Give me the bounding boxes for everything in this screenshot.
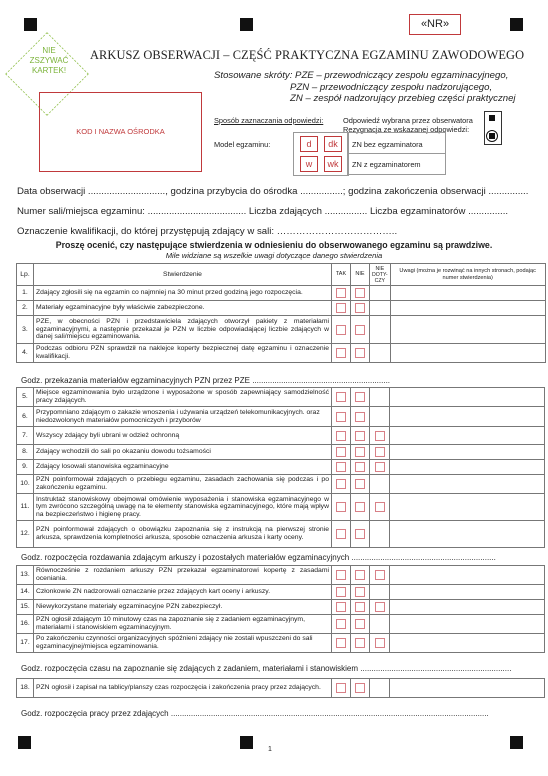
abbreviation-line: PZN – przewodniczący zespołu nadzorującego, bbox=[290, 82, 493, 93]
row-number: 18. bbox=[17, 679, 34, 698]
row-statement: Członkowie ZN nadzorowali oznaczanie przez zdających kart oceny i arkuszy. bbox=[34, 585, 332, 600]
observation-table bbox=[16, 263, 546, 363]
header-uwagi: Uwagi (można je rozwinąć na innych stronach, podając numer stwierdzenia) bbox=[390, 264, 545, 286]
tak-checkbox[interactable] bbox=[336, 348, 346, 358]
nie-checkbox[interactable] bbox=[355, 479, 365, 489]
row-number: 5. bbox=[17, 388, 34, 407]
table-row bbox=[17, 634, 545, 653]
time-line-familiarization[interactable]: Godz. rozpoczęcia czasu na zapoznanie się zdających z zadaniem, materiałami i stanowiskiem .................................................................... bbox=[21, 664, 512, 673]
row-statement: Podczas odbioru PZN sprawdził na naklejce koperty bezpiecznej datę egzaminu i oznaczenie kwalifikacji. bbox=[34, 344, 332, 363]
table-row bbox=[17, 585, 545, 600]
abbreviation-line: Stosowane skróty: PZE – przewodniczący zespołu egzaminacyjnego, bbox=[214, 70, 509, 81]
row-statement: Przypomniano zdającym o zakazie wnoszenia i używania urządzeń telekomunikacyjnych. oraz niedozwolonych materiałów pomocniczych i przyborów bbox=[34, 407, 332, 427]
row-statement: PZN ogłosił i zapisał na tablicy/planszy czas rozpoczęcia i zakończenia pracy przez zdających. bbox=[34, 679, 332, 698]
row-statement: Zdający zgłosili się na egzamin co najmniej na 30 minut przed godziną jego rozpoczęcia. bbox=[34, 286, 332, 301]
row-number: 11. bbox=[17, 494, 34, 521]
remarks-cell[interactable] bbox=[390, 427, 545, 445]
table-row bbox=[17, 600, 545, 615]
row-number: 14. bbox=[17, 585, 34, 600]
instruction-text: Proszę ocenić, czy następujące stwierdzenia w odniesieniu do obserwowanego egzaminu są prawdziwe. bbox=[55, 240, 493, 250]
model-code-w[interactable]: w bbox=[300, 156, 318, 172]
registration-mark bbox=[18, 736, 31, 749]
remarks-cell[interactable] bbox=[390, 286, 545, 301]
nie-checkbox[interactable] bbox=[355, 325, 365, 335]
table-row bbox=[17, 344, 546, 363]
row-statement: PZN poinformował zdających o przebiegu egzaminu, zasadach zachowania się podczas i po zakończeniu egzaminu. bbox=[34, 475, 332, 494]
model-code-d[interactable]: d bbox=[300, 136, 318, 152]
nie-checkbox[interactable] bbox=[355, 502, 365, 512]
row-number: 13. bbox=[17, 566, 34, 585]
table-row bbox=[17, 301, 546, 316]
remarks-cell[interactable] bbox=[390, 521, 545, 548]
table-row bbox=[17, 316, 546, 344]
nie-dotyczy-checkbox[interactable] bbox=[375, 570, 385, 580]
nie-checkbox[interactable] bbox=[355, 683, 365, 693]
model-2-label: ZN z egzaminatorem bbox=[352, 160, 421, 169]
row-number: 2. bbox=[17, 301, 34, 316]
tak-checkbox[interactable] bbox=[336, 570, 346, 580]
header-statement: Stwierdzenie bbox=[34, 264, 332, 286]
remarks-cell[interactable] bbox=[390, 475, 545, 494]
nie-checkbox[interactable] bbox=[355, 619, 365, 629]
row-statement: Równocześnie z rozdaniem arkuszy PZN przekazał egzaminatorowi kopertę z zasadami oceniania. bbox=[34, 566, 332, 585]
page-number: 1 bbox=[268, 746, 272, 753]
tak-checkbox[interactable] bbox=[336, 619, 346, 629]
nie-checkbox[interactable] bbox=[355, 288, 365, 298]
page-title: ARKUSZ OBSERWACJI – CZĘŚĆ PRAKTYCZNA EGZAMINU ZAWODOWEGO bbox=[90, 48, 525, 62]
row-number: 10. bbox=[17, 475, 34, 494]
nie-checkbox[interactable] bbox=[355, 602, 365, 612]
nie-checkbox[interactable] bbox=[355, 570, 365, 580]
row-statement: Instruktaż stanowiskowy obejmował omówienie wyposażenia i stanowiska egzaminacyjnego w tym zwrócono szczególną uwagę na te elementy stanowiska egzaminacyjnego, które mają wpływ na bezpieczeństwo i higienę pracy. bbox=[34, 494, 332, 521]
row-statement: Po zakończeniu czynności organizacyjnych spóźnieni zdający nie zostali wpuszczeni do sali egzaminacyjnej/miejsca egzaminowania. bbox=[34, 634, 332, 653]
stamp-text: NIE ZSZYWAĆ KARTEK! bbox=[29, 46, 69, 75]
remarks-cell[interactable] bbox=[390, 445, 545, 460]
model-label: Model egzaminu: bbox=[214, 140, 271, 149]
table-row bbox=[17, 407, 545, 427]
row-number: 6. bbox=[17, 407, 34, 427]
registration-mark bbox=[510, 736, 523, 749]
tak-checkbox[interactable] bbox=[336, 462, 346, 472]
header-nie: NIE bbox=[351, 264, 370, 286]
row-statement: Zdający losowali stanowiska egzaminacyjne bbox=[34, 460, 332, 475]
nie-dotyczy-checkbox[interactable] bbox=[375, 462, 385, 472]
nie-dotyczy-checkbox[interactable] bbox=[375, 447, 385, 457]
table-row bbox=[17, 445, 545, 460]
tak-checkbox[interactable] bbox=[336, 683, 346, 693]
time-line-materials[interactable]: Godz. przekazania materiałów egzaminacyjnych PZN przez PZE .............................................................. bbox=[21, 376, 391, 385]
nie-checkbox[interactable] bbox=[355, 587, 365, 597]
filled-square-icon bbox=[489, 115, 495, 121]
table-row bbox=[17, 615, 545, 634]
table-row bbox=[17, 460, 545, 475]
row-number: 15. bbox=[17, 600, 34, 615]
tak-checkbox[interactable] bbox=[336, 412, 346, 422]
row-number: 4. bbox=[17, 344, 34, 363]
tak-checkbox[interactable] bbox=[336, 303, 346, 313]
remarks-cell[interactable] bbox=[390, 566, 545, 585]
nr-field: «NR» bbox=[409, 14, 461, 35]
registration-mark bbox=[240, 736, 253, 749]
header-nie-dotyczy: NIE DOTY-CZY bbox=[370, 264, 391, 286]
row-number: 7. bbox=[17, 427, 34, 445]
marking-selected-label: Odpowiedź wybrana przez obserwatora bbox=[343, 116, 473, 125]
tak-checkbox[interactable] bbox=[336, 587, 346, 597]
row-number: 1. bbox=[17, 286, 34, 301]
row-statement: PZN poinformował zdających o obowiązku zapoznania się z instrukcją na pierwszej stronie arkusza, sprawdzenia kompletności arkusza, sposobie oznaczenia arkusza i karty oceny. bbox=[34, 521, 332, 548]
table-row bbox=[17, 494, 545, 521]
row-statement: Niewykorzystane materiały egzaminacyjne PZN zabezpieczył. bbox=[34, 600, 332, 615]
nie-checkbox[interactable] bbox=[355, 447, 365, 457]
remarks-cell[interactable] bbox=[390, 615, 545, 634]
tak-checkbox[interactable] bbox=[336, 502, 346, 512]
nie-checkbox[interactable] bbox=[355, 348, 365, 358]
tak-checkbox[interactable] bbox=[336, 638, 346, 648]
center-code-box[interactable]: KOD I NAZWA OŚRODKA bbox=[39, 92, 202, 172]
tak-checkbox[interactable] bbox=[336, 479, 346, 489]
table-row bbox=[17, 427, 545, 445]
table-row bbox=[17, 388, 545, 407]
tak-checkbox[interactable] bbox=[336, 392, 346, 402]
tak-checkbox[interactable] bbox=[336, 529, 346, 539]
remarks-cell[interactable] bbox=[390, 344, 545, 363]
table-row bbox=[17, 475, 545, 494]
remarks-cell[interactable] bbox=[390, 494, 545, 521]
remarks-cell[interactable] bbox=[390, 634, 545, 653]
table-row bbox=[17, 566, 545, 585]
observation-table bbox=[16, 387, 545, 548]
model-code-dk[interactable]: dk bbox=[324, 136, 342, 152]
row-number: 12. bbox=[17, 521, 34, 548]
instruction-note: Mile widziane są wszelkie uwagi dotyczące danego stwierdzenia bbox=[165, 251, 383, 260]
nie-dotyczy-checkbox[interactable] bbox=[375, 431, 385, 441]
observation-date-line[interactable]: Data obserwacji ............................., godzina przybycia do ośrodka ................; godzina zakończenia obserwacji ............... bbox=[17, 186, 529, 197]
remarks-cell[interactable] bbox=[390, 460, 545, 475]
header-tak: TAK bbox=[332, 264, 351, 286]
remarks-cell[interactable] bbox=[390, 600, 545, 615]
row-statement: PZE, w obecności PZN i przedstawiciela zdających otworzył pakiety z materiałami egzaminacyjnymi, a następnie przekazał je PZN w liczbie odpowiadającej liczbie zdających w danej sali/miejscu egzaminowania. bbox=[34, 316, 332, 344]
tak-checkbox[interactable] bbox=[336, 288, 346, 298]
room-number-line[interactable]: Numer sali/miejsca egzaminu: ..................................... Liczba zdających ................ Liczba egzaminatorów ............... bbox=[17, 206, 509, 217]
row-number: 17. bbox=[17, 634, 34, 653]
model-code-wk[interactable]: wk bbox=[324, 156, 342, 172]
nie-checkbox[interactable] bbox=[355, 431, 365, 441]
remarks-cell[interactable] bbox=[390, 585, 545, 600]
registration-mark bbox=[240, 18, 253, 31]
marking-cancel-label: Rezygnacja ze wskazanej odpowiedzi: bbox=[343, 125, 470, 134]
circled-square-icon bbox=[486, 130, 498, 142]
remarks-cell[interactable] bbox=[390, 316, 545, 344]
registration-mark bbox=[510, 18, 523, 31]
nie-checkbox[interactable] bbox=[355, 412, 365, 422]
model-1-label: ZN bez egzaminatora bbox=[352, 140, 423, 149]
tak-checkbox[interactable] bbox=[336, 447, 346, 457]
row-number: 9. bbox=[17, 460, 34, 475]
row-statement: Miejsce egzaminowania było urządzone i wyposażone w sposób zapewniający samodzielność pracy zdających. bbox=[34, 388, 332, 407]
nie-dotyczy-checkbox[interactable] bbox=[375, 502, 385, 512]
tak-checkbox[interactable] bbox=[336, 431, 346, 441]
nie-checkbox[interactable] bbox=[355, 392, 365, 402]
marking-legend-label: Sposób zaznaczania odpowiedzi: bbox=[214, 116, 324, 125]
row-number: 8. bbox=[17, 445, 34, 460]
row-statement: Wszyscy zdający byli ubrani w odzież ochronną bbox=[34, 427, 332, 445]
nie-checkbox[interactable] bbox=[355, 462, 365, 472]
tak-checkbox[interactable] bbox=[336, 325, 346, 335]
row-statement: Zdający wchodzili do sali po okazaniu dowodu tożsamości bbox=[34, 445, 332, 460]
row-statement: PZN ogłosił zdającym 10 minutowy czas na zapoznanie się z zadaniem egzaminacyjnym, materiałami i stanowiskiem egzaminacyjnym. bbox=[34, 615, 332, 634]
remarks-cell[interactable] bbox=[390, 407, 545, 427]
observation-table bbox=[16, 565, 545, 653]
table-row bbox=[17, 521, 545, 548]
nie-checkbox[interactable] bbox=[355, 529, 365, 539]
row-number: 16. bbox=[17, 615, 34, 634]
row-statement: Materiały egzaminacyjne były właściwie zabezpieczone. bbox=[34, 301, 332, 316]
time-line-distribution[interactable]: Godz. rozpoczęcia rozdawania zdającym arkuszy i pozostałych materiałów egzaminacyjnych ................................................................. bbox=[21, 553, 496, 562]
qualification-line[interactable]: Oznaczenie kwalifikacji, do której przystępują zdający w sali: ……………………………….. bbox=[17, 226, 398, 237]
registration-mark bbox=[24, 18, 37, 31]
nie-checkbox[interactable] bbox=[355, 638, 365, 648]
table-row bbox=[17, 286, 546, 301]
remarks-cell[interactable] bbox=[390, 388, 545, 407]
nie-dotyczy-checkbox[interactable] bbox=[375, 602, 385, 612]
nie-checkbox[interactable] bbox=[355, 303, 365, 313]
header-lp: Lp. bbox=[17, 264, 34, 286]
remarks-cell[interactable] bbox=[390, 301, 545, 316]
observation-table bbox=[16, 678, 545, 698]
abbreviation-line: ZN – zespół nadzorujący przebieg części praktycznej bbox=[290, 93, 516, 104]
time-line-work-start[interactable]: Godz. rozpoczęcia pracy przez zdających ............................................................................................................................................... bbox=[21, 709, 489, 718]
nie-dotyczy-checkbox[interactable] bbox=[375, 638, 385, 648]
tak-checkbox[interactable] bbox=[336, 602, 346, 612]
table-row bbox=[17, 679, 545, 698]
remarks-cell[interactable] bbox=[390, 679, 545, 698]
row-number: 3. bbox=[17, 316, 34, 344]
